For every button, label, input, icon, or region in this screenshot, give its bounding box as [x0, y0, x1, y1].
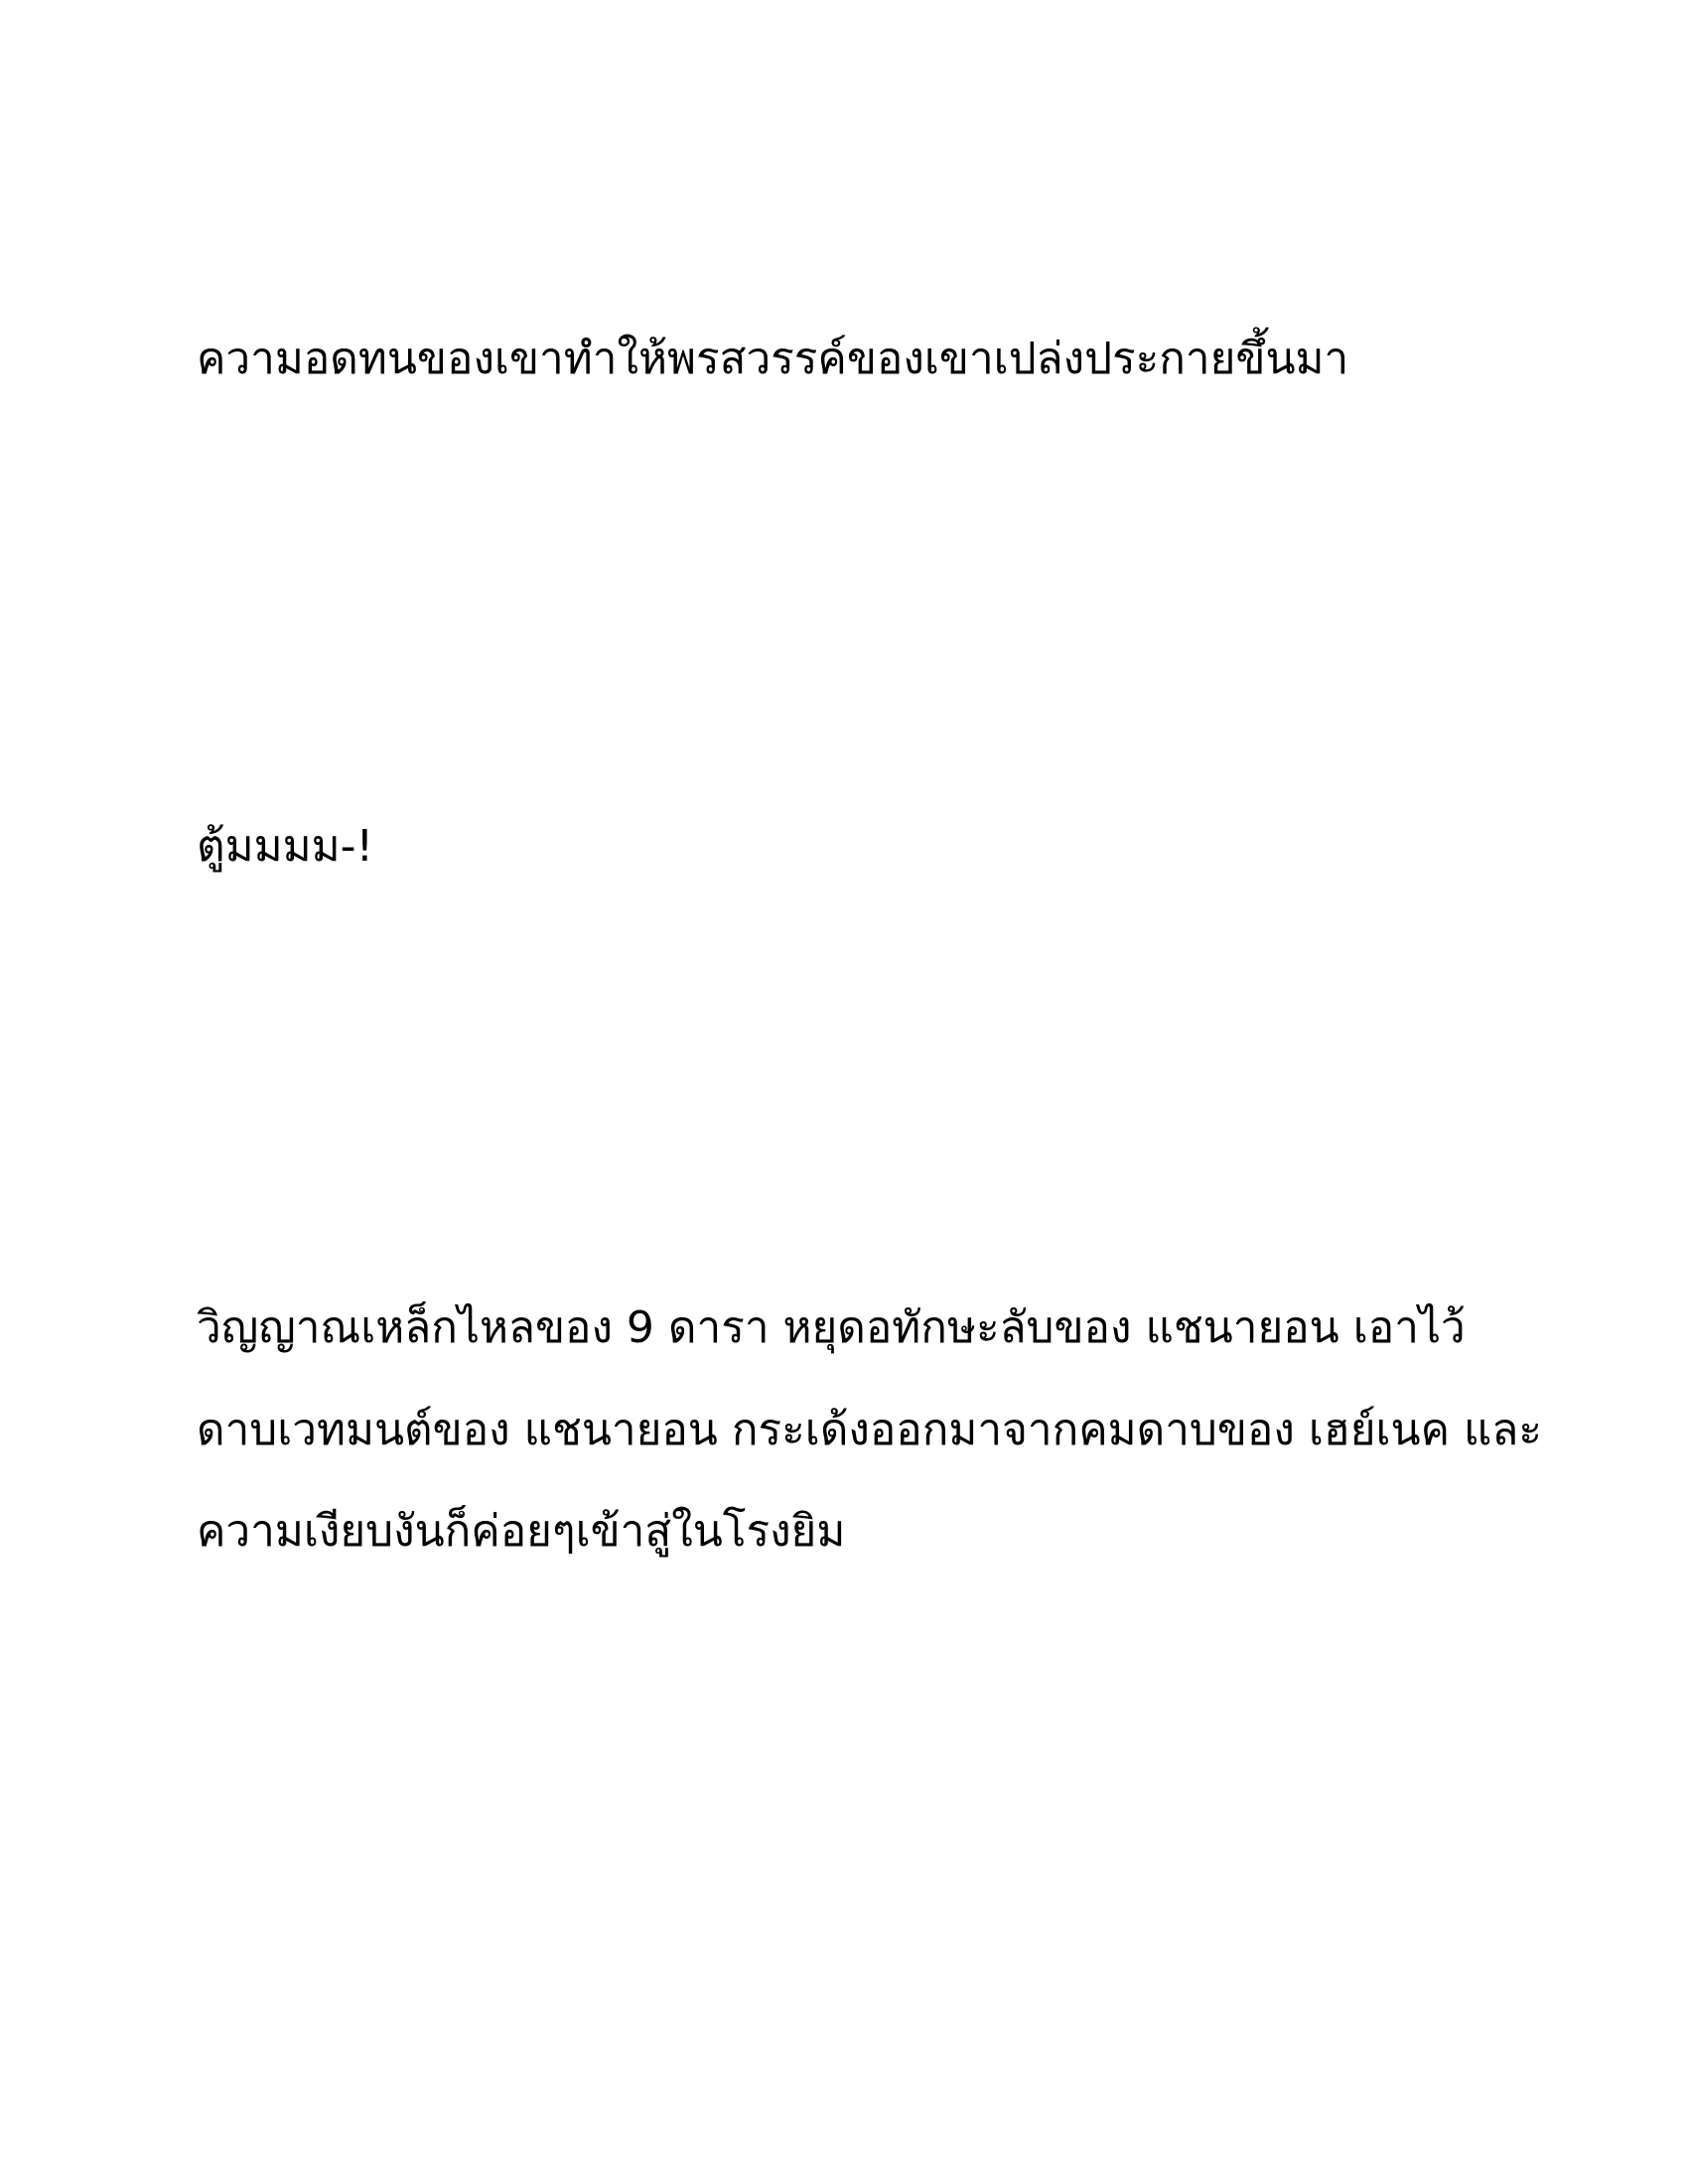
paragraph-3-line-3: ความเงียบงันก็ค่อยๆเข้าสู่ในโรงยิม: [197, 1506, 846, 1557]
paragraph-1-line-1: ความอดทนของเขาทำให้พรสวรรค์ของเขาเปล่งประกายขึ้นมา: [197, 334, 1349, 384]
paragraph-3-line-1: วิญญาณเหล็กไหลของ 9 ดารา หยุดอทักษะลับของ แชนายอน เอาไว้: [197, 1302, 1466, 1353]
paragraph-3-line-2: ดาบเวทมนต์ของ แชนายอน กระเด้งออกมาจากคมดาบของ เฮย์เนค และ: [197, 1405, 1542, 1455]
paragraph-2-line-1: ตู้มมมม-!: [197, 821, 374, 872]
